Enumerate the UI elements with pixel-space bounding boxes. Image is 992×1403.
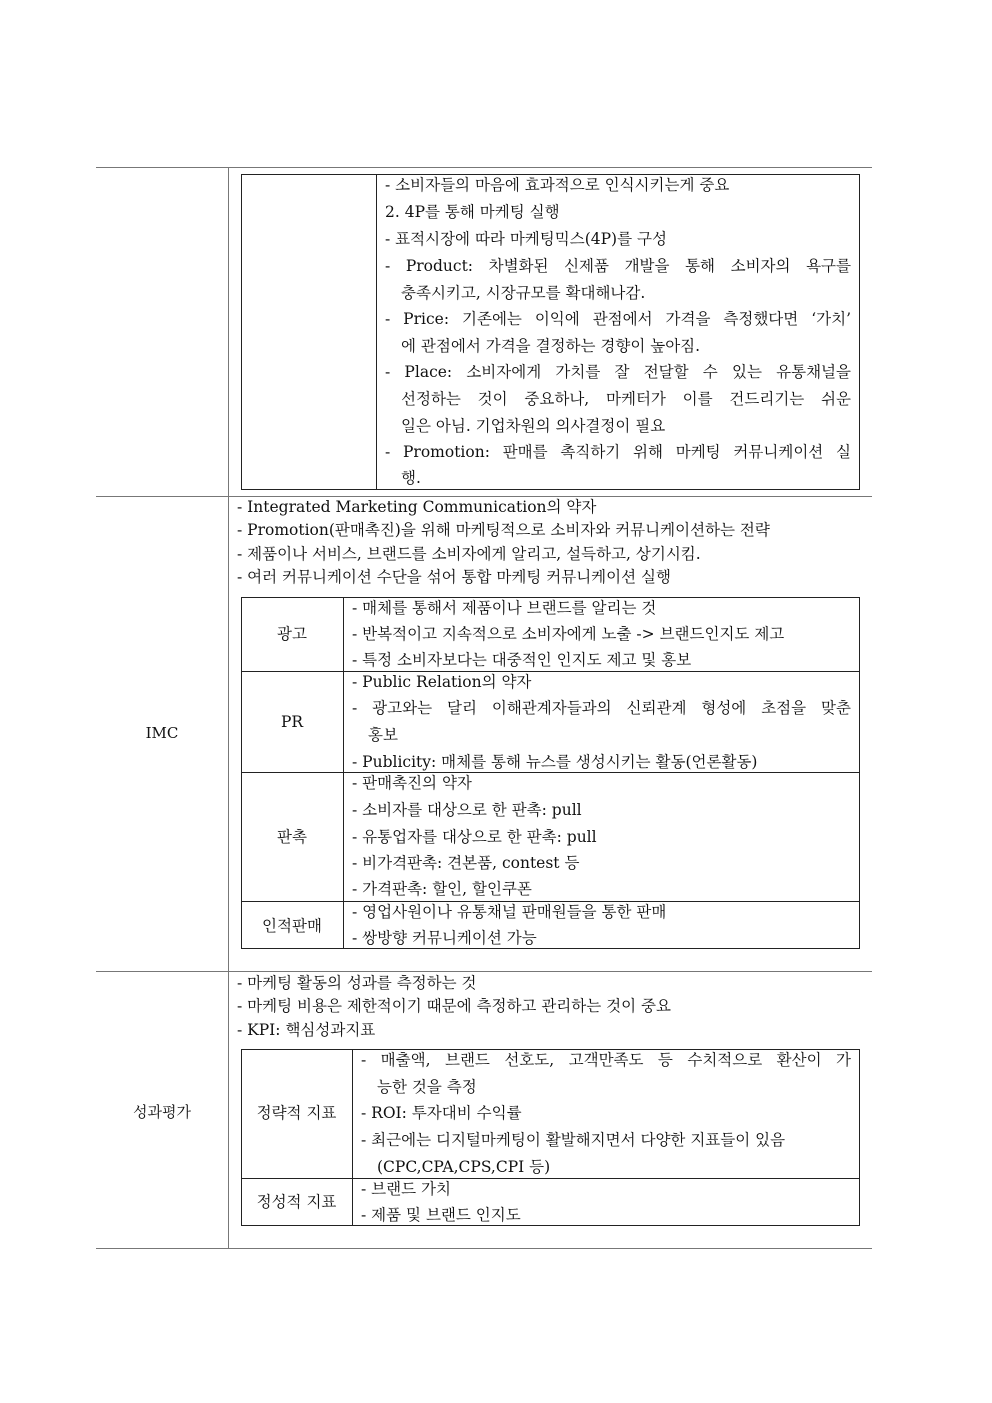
- table-top-rule: [96, 167, 872, 168]
- list-item: - 브랜드 가치: [361, 1180, 451, 1198]
- list-item: 선정하는 것이 중요하나, 마케터가 이를 건드리기는 쉬운: [401, 390, 851, 408]
- list-item: 능한 것을 측정: [377, 1078, 477, 1096]
- imc-inner-divider: [343, 597, 344, 949]
- eval-row-label-qualitative: 정성적 지표: [256, 1193, 337, 1211]
- table-column-divider: [228, 167, 229, 1249]
- list-item: 충족시키고, 시장규모를 확대해나감.: [401, 284, 646, 302]
- list-item: - Product: 차별화된 신제품 개발을 통해 소비자의 욕구를: [385, 257, 851, 275]
- list-item: - ROI: 투자대비 수익률: [361, 1104, 522, 1122]
- table-bottom-rule: [96, 1248, 872, 1249]
- eval-row-label-quantitative: 정략적 지표: [256, 1104, 337, 1122]
- list-item: - 광고와는 달리 이해관계자들과의 신뢰관계 형성에 초점을 맞춘: [352, 699, 851, 717]
- list-item: - 매출액, 브랜드 선호도, 고객만족도 등 수치적으로 환산이 가: [361, 1051, 851, 1069]
- imc-row-label-ad: 광고: [277, 625, 307, 643]
- eval-intro-item: - 마케팅 활동의 성과를 측정하는 것: [237, 974, 477, 992]
- imc-row-label-pr: PR: [280, 713, 304, 731]
- list-item: - 소비자들의 마음에 효과적으로 인식시키는게 중요: [385, 176, 730, 194]
- imc-intro-item: - Promotion(판매촉진)을 위해 마케팅적으로 소비자와 커뮤니케이션하는 전략: [237, 521, 770, 539]
- list-item: - 유통업자를 대상으로 한 판촉: pull: [352, 828, 597, 846]
- list-item: - 표적시장에 따라 마케팅믹스(4P)를 구성: [385, 230, 667, 248]
- list-item: 행.: [401, 469, 421, 487]
- list-item: - Promotion: 판매를 촉직하기 위해 마케팅 커뮤니케이션 실: [385, 443, 851, 461]
- list-item: - 비가격판촉: 견본품, contest 등: [352, 854, 580, 872]
- eval-top-rule: [96, 971, 872, 972]
- list-item: - Publicity: 매체를 통해 뉴스를 생성시키는 활동(언론활동): [352, 753, 758, 771]
- imc-row-divider: [241, 671, 860, 672]
- list-item: - 판매촉진의 약자: [352, 774, 472, 792]
- list-item: - 매체를 통해서 제품이나 브랜드를 알리는 것: [352, 599, 657, 617]
- list-item: - Public Relation의 약자: [352, 673, 532, 691]
- list-item: - 쌍방향 커뮤니케이션 가능: [352, 929, 537, 947]
- list-item: - 가격판촉: 할인, 할인쿠폰: [352, 880, 532, 898]
- eval-row-divider: [241, 1178, 860, 1179]
- imc-row-divider: [241, 772, 860, 773]
- eval-label: 성과평가: [133, 1103, 191, 1121]
- eval-intro-item: - 마케팅 비용은 제한적이기 때문에 측정하고 관리하는 것이 중요: [237, 997, 671, 1015]
- list-item: - 특정 소비자보다는 대중적인 인지도 제고 및 홍보: [352, 651, 692, 669]
- list-item: - 최근에는 디지털마케팅이 활발해지면서 다양한 지표들이 있음: [361, 1131, 786, 1149]
- top-inner-divider: [376, 174, 377, 490]
- imc-row-label-promo: 판촉: [277, 828, 307, 846]
- list-item: 에 관점에서 가격을 결정하는 경향이 높아짐.: [401, 337, 701, 355]
- list-item: - 영업사원이나 유통채널 판매원들을 통한 판매: [352, 903, 667, 921]
- list-item: - 제품 및 브랜드 인지도: [361, 1206, 521, 1224]
- imc-row-label-personal-sales: 인적판매: [262, 917, 322, 935]
- imc-label: IMC: [145, 724, 179, 742]
- eval-intro-item: - KPI: 핵심성과지표: [237, 1021, 376, 1039]
- imc-intro-item: - 제품이나 서비스, 브랜드를 소비자에게 알리고, 설득하고, 상기시킴.: [237, 545, 701, 563]
- list-item: - Price: 기존에는 이익에 관점에서 가격을 측정했다면 ‘가치’: [385, 310, 851, 328]
- list-item: 홍보: [368, 726, 398, 744]
- list-item: 2. 4P를 통해 마케팅 실행: [385, 203, 560, 221]
- imc-intro-item: - 여러 커뮤니케이션 수단을 섞어 통합 마케팅 커뮤니케이션 실행: [237, 568, 671, 586]
- list-item: 일은 아님. 기업차원의 의사결정이 필요: [401, 417, 666, 435]
- list-item: - Place: 소비자에게 가치를 잘 전달할 수 있는 유통채널을: [385, 363, 851, 381]
- imc-intro-item: - Integrated Marketing Communication의 약자: [237, 498, 597, 516]
- list-item: - 소비자를 대상으로 한 판촉: pull: [352, 801, 582, 819]
- list-item: (CPC,CPA,CPS,CPI 등): [377, 1158, 551, 1176]
- list-item: - 반복적이고 지속적으로 소비자에게 노출 -> 브랜드인지도 제고: [352, 625, 785, 643]
- eval-inner-divider: [352, 1049, 353, 1226]
